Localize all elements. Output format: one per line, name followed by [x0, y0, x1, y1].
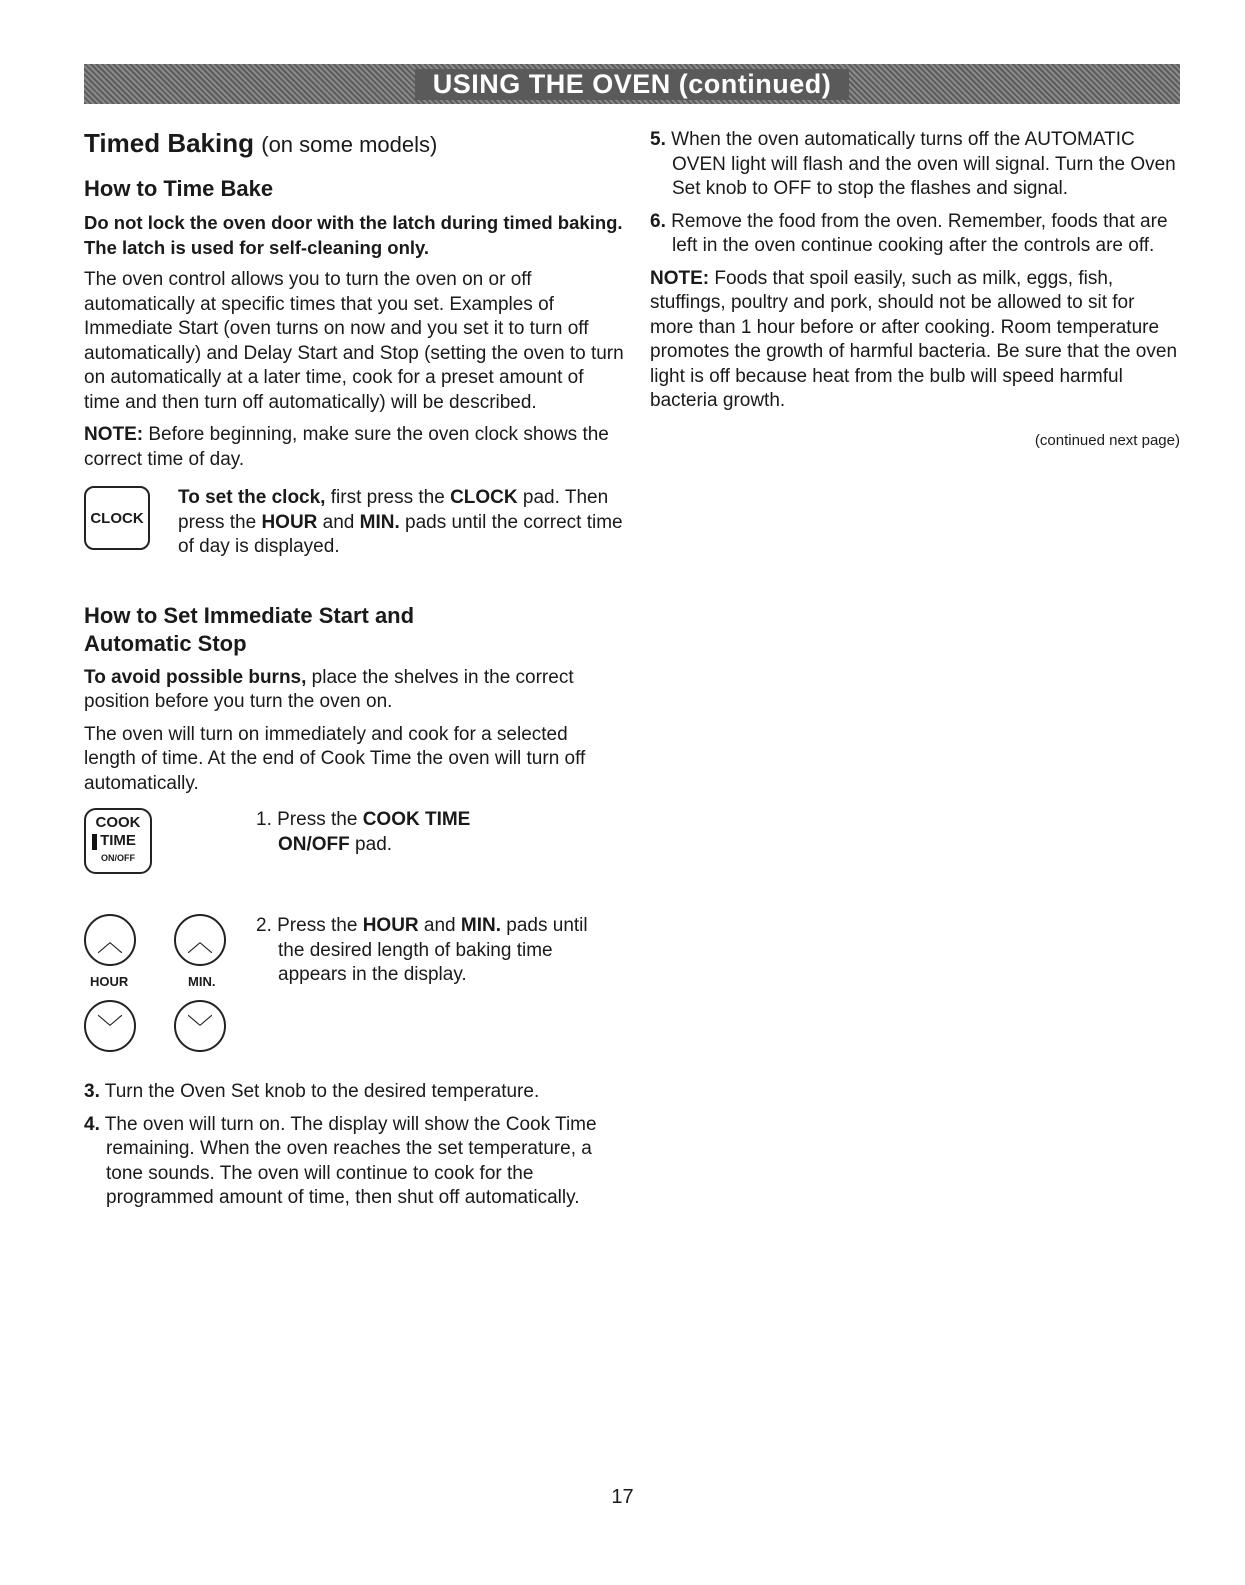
hour-down-icon: ﹀: [84, 1000, 136, 1052]
step-1: [84, 808, 624, 874]
hour-min-pads: [84, 914, 254, 1064]
clock-instruction: [84, 486, 624, 560]
hour-up-icon: ︿: [84, 914, 136, 966]
banner-title: USING THE OVEN (continued): [415, 69, 850, 100]
timed-baking-intro: The oven control allows you to turn the oven on or off automatically at specific times that you set. Examples of Immediate Start (oven turns on now and you set it to turn off automatically) and Delay Start and Stop (setting the oven to turn on automatically at a later time, cook for a preset amount of time and then turn off automatically) will be described.: [84, 269, 624, 413]
step-2: [84, 914, 624, 1064]
hour-label: HOUR: [90, 974, 129, 989]
continued-label: (continued next page): [1034, 431, 1180, 449]
min-label: MIN.: [188, 974, 216, 989]
step-6: 6. Remove the food from the oven. Remember, foods that are left in the oven continue cooking after the controls are off.: [650, 210, 1168, 256]
page-number: 17: [611, 1486, 634, 1508]
immediate-start-heading: How to Set Immediate Start and Automatic Stop: [84, 602, 415, 656]
step-2-text: 2. Press the HOUR and MIN. pads until the desired length of baking time appears in the display.: [256, 915, 588, 985]
food-safety-note: NOTE: Foods that spoil easily, such as milk, eggs, fish, stuffings, poultry and pork, should not be allowed to sit for more than 1 hour before or after cooking. Room temperature promotes the growth of harmful bacteria. Be sure that the oven light is off because heat from the bulb will speed harmful bacteria growth.: [650, 267, 1178, 411]
cook-time-pad-icon: COOK TIME ON/OFF: [84, 808, 152, 874]
step-1-text: 1. Press the COOK TIME ON/OFF pad.: [256, 809, 471, 855]
right-column: [650, 128, 1180, 449]
time-bake-heading: How to Time Bake: [84, 176, 274, 201]
steps-5-6: [650, 128, 1180, 259]
step-5: 5. When the oven automatically turns off the AUTOMATIC OVEN light will flash and the oven will signal. Turn the Oven Set knob to OFF to stop the flashes and signal.: [650, 129, 1176, 199]
section-banner: [84, 64, 1180, 104]
immediate-intro: The oven will turn on immediately and cook for a selected length of time. At the end of Cook Time the oven will turn off automatically.: [84, 723, 586, 794]
left-column: [84, 128, 624, 1219]
latch-warning: Do not lock the oven door with the latch during timed baking. The latch is used for self-cleaning only.: [84, 212, 623, 258]
clock-instruction-text: To set the clock, first press the CLOCK pad. Then press the HOUR and MIN. pads until the correct time of day is displayed.: [178, 487, 623, 557]
min-down-icon: ﹀: [174, 1000, 226, 1052]
clock-note: NOTE: Before beginning, make sure the oven clock shows the correct time of day.: [84, 424, 609, 470]
step-3: 3. Turn the Oven Set knob to the desired temperature.: [84, 1081, 540, 1102]
clock-pad-icon: CLOCK: [84, 486, 150, 550]
steps-3-4: [84, 1080, 624, 1211]
timed-baking-title: Timed Baking (on some models): [84, 128, 438, 158]
min-up-icon: ︿: [174, 914, 226, 966]
burns-warning: To avoid possible burns, place the shelves in the correct position before you turn the oven on.: [84, 666, 574, 712]
step-4: 4. The oven will turn on. The display will show the Cook Time remaining. When the oven reaches the set temperature, a tone sounds. The oven will continue to cook for the programmed amount of time, then shut off automatically.: [84, 1113, 597, 1208]
